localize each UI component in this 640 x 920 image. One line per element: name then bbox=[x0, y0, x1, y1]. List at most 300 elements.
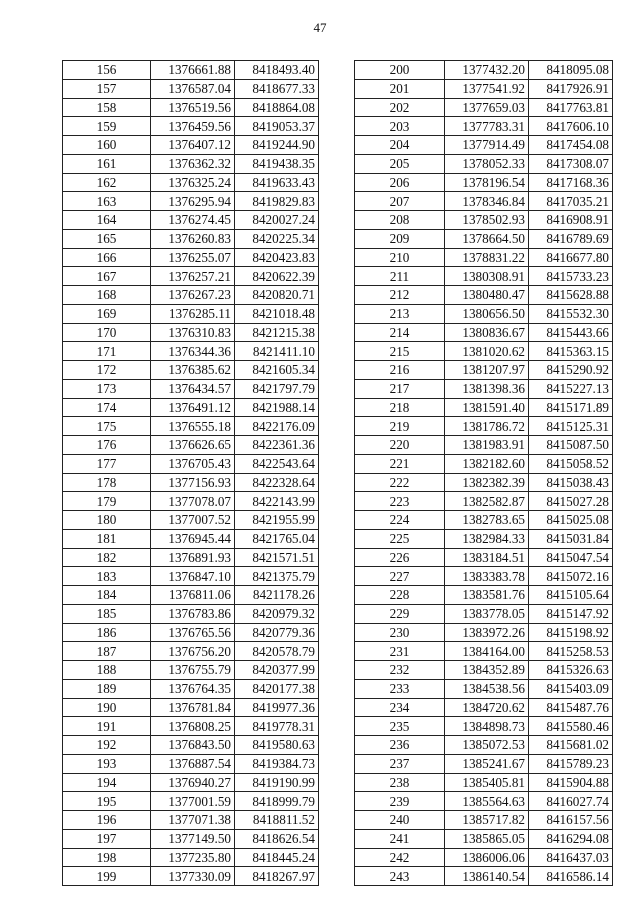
y-coordinate-cell: 8422176.09 bbox=[235, 417, 319, 436]
table-row bbox=[355, 623, 613, 642]
y-coordinate-cell: 8418095.08 bbox=[529, 61, 613, 80]
point-number-cell: 175 bbox=[63, 417, 151, 436]
y-coordinate-cell: 8418445.24 bbox=[235, 848, 319, 867]
point-number-cell: 227 bbox=[355, 567, 445, 586]
table-row bbox=[355, 436, 613, 455]
point-number-cell: 215 bbox=[355, 342, 445, 361]
x-coordinate-cell: 1377432.20 bbox=[445, 61, 529, 80]
table-row bbox=[355, 117, 613, 136]
x-coordinate-cell: 1376295.94 bbox=[151, 192, 235, 211]
x-coordinate-cell: 1380480.47 bbox=[445, 286, 529, 305]
table-row bbox=[355, 867, 613, 886]
y-coordinate-cell: 8415198.92 bbox=[529, 623, 613, 642]
y-coordinate-cell: 8421571.51 bbox=[235, 548, 319, 567]
y-coordinate-cell: 8415027.28 bbox=[529, 492, 613, 511]
y-coordinate-cell: 8416789.69 bbox=[529, 229, 613, 248]
x-coordinate-cell: 1380308.91 bbox=[445, 267, 529, 286]
table-row bbox=[63, 379, 319, 398]
table-row bbox=[63, 361, 319, 380]
point-number-cell: 187 bbox=[63, 642, 151, 661]
x-coordinate-cell: 1376781.84 bbox=[151, 698, 235, 717]
y-coordinate-cell: 8415087.50 bbox=[529, 436, 613, 455]
point-number-cell: 158 bbox=[63, 98, 151, 117]
y-coordinate-cell: 8415125.31 bbox=[529, 417, 613, 436]
point-number-cell: 179 bbox=[63, 492, 151, 511]
point-number-cell: 238 bbox=[355, 773, 445, 792]
point-number-cell: 177 bbox=[63, 454, 151, 473]
point-number-cell: 232 bbox=[355, 661, 445, 680]
coordinate-table-right-body bbox=[355, 61, 613, 886]
point-number-cell: 208 bbox=[355, 211, 445, 230]
point-number-cell: 190 bbox=[63, 698, 151, 717]
table-row bbox=[63, 679, 319, 698]
coordinate-table-right bbox=[354, 60, 613, 886]
table-row bbox=[355, 567, 613, 586]
y-coordinate-cell: 8415025.08 bbox=[529, 511, 613, 530]
x-coordinate-cell: 1377007.52 bbox=[151, 511, 235, 530]
point-number-cell: 191 bbox=[63, 717, 151, 736]
point-number-cell: 185 bbox=[63, 604, 151, 623]
table-row bbox=[355, 454, 613, 473]
table-row bbox=[63, 98, 319, 117]
y-coordinate-cell: 8419580.63 bbox=[235, 736, 319, 755]
table-row bbox=[355, 548, 613, 567]
table-row bbox=[63, 661, 319, 680]
x-coordinate-cell: 1376310.83 bbox=[151, 323, 235, 342]
page-number: 47 bbox=[313, 20, 327, 35]
y-coordinate-cell: 8418677.33 bbox=[235, 79, 319, 98]
point-number-cell: 226 bbox=[355, 548, 445, 567]
y-coordinate-cell: 8420377.99 bbox=[235, 661, 319, 680]
x-coordinate-cell: 1383581.76 bbox=[445, 586, 529, 605]
table-row bbox=[355, 136, 613, 155]
point-number-cell: 203 bbox=[355, 117, 445, 136]
table-row bbox=[63, 529, 319, 548]
table-row bbox=[355, 529, 613, 548]
point-number-cell: 181 bbox=[63, 529, 151, 548]
x-coordinate-cell: 1382382.39 bbox=[445, 473, 529, 492]
x-coordinate-cell: 1376274.45 bbox=[151, 211, 235, 230]
x-coordinate-cell: 1385072.53 bbox=[445, 736, 529, 755]
x-coordinate-cell: 1381020.62 bbox=[445, 342, 529, 361]
table-row bbox=[63, 754, 319, 773]
table-row bbox=[355, 717, 613, 736]
x-coordinate-cell: 1381591.40 bbox=[445, 398, 529, 417]
y-coordinate-cell: 8421375.79 bbox=[235, 567, 319, 586]
y-coordinate-cell: 8417308.07 bbox=[529, 154, 613, 173]
x-coordinate-cell: 1376783.86 bbox=[151, 604, 235, 623]
x-coordinate-cell: 1384164.00 bbox=[445, 642, 529, 661]
table-row bbox=[63, 773, 319, 792]
y-coordinate-cell: 8420820.71 bbox=[235, 286, 319, 305]
point-number-cell: 231 bbox=[355, 642, 445, 661]
x-coordinate-cell: 1376260.83 bbox=[151, 229, 235, 248]
x-coordinate-cell: 1376847.10 bbox=[151, 567, 235, 586]
x-coordinate-cell: 1376940.27 bbox=[151, 773, 235, 792]
y-coordinate-cell: 8416437.03 bbox=[529, 848, 613, 867]
point-number-cell: 169 bbox=[63, 304, 151, 323]
y-coordinate-cell: 8422143.99 bbox=[235, 492, 319, 511]
table-row bbox=[63, 192, 319, 211]
point-number-cell: 235 bbox=[355, 717, 445, 736]
table-row bbox=[355, 736, 613, 755]
x-coordinate-cell: 1385405.81 bbox=[445, 773, 529, 792]
x-coordinate-cell: 1378346.84 bbox=[445, 192, 529, 211]
point-number-cell: 224 bbox=[355, 511, 445, 530]
table-row bbox=[355, 848, 613, 867]
y-coordinate-cell: 8420027.24 bbox=[235, 211, 319, 230]
y-coordinate-cell: 8416027.74 bbox=[529, 792, 613, 811]
y-coordinate-cell: 8415290.92 bbox=[529, 361, 613, 380]
y-coordinate-cell: 8415326.63 bbox=[529, 661, 613, 680]
point-number-cell: 183 bbox=[63, 567, 151, 586]
point-number-cell: 225 bbox=[355, 529, 445, 548]
x-coordinate-cell: 1376626.65 bbox=[151, 436, 235, 455]
x-coordinate-cell: 1376891.93 bbox=[151, 548, 235, 567]
y-coordinate-cell: 8421411.10 bbox=[235, 342, 319, 361]
x-coordinate-cell: 1383383.78 bbox=[445, 567, 529, 586]
point-number-cell: 173 bbox=[63, 379, 151, 398]
y-coordinate-cell: 8421955.99 bbox=[235, 511, 319, 530]
table-row bbox=[63, 61, 319, 80]
table-row bbox=[63, 323, 319, 342]
x-coordinate-cell: 1384720.62 bbox=[445, 698, 529, 717]
point-number-cell: 223 bbox=[355, 492, 445, 511]
y-coordinate-cell: 8415628.88 bbox=[529, 286, 613, 305]
coordinate-table-left-body bbox=[63, 61, 319, 886]
y-coordinate-cell: 8416294.08 bbox=[529, 829, 613, 848]
y-coordinate-cell: 8421605.34 bbox=[235, 361, 319, 380]
point-number-cell: 198 bbox=[63, 848, 151, 867]
y-coordinate-cell: 8420622.39 bbox=[235, 267, 319, 286]
y-coordinate-cell: 8417763.81 bbox=[529, 98, 613, 117]
y-coordinate-cell: 8419384.73 bbox=[235, 754, 319, 773]
point-number-cell: 213 bbox=[355, 304, 445, 323]
table-row bbox=[63, 398, 319, 417]
point-number-cell: 218 bbox=[355, 398, 445, 417]
y-coordinate-cell: 8421178.26 bbox=[235, 586, 319, 605]
point-number-cell: 242 bbox=[355, 848, 445, 867]
y-coordinate-cell: 8418864.08 bbox=[235, 98, 319, 117]
table-row bbox=[355, 604, 613, 623]
y-coordinate-cell: 8415681.02 bbox=[529, 736, 613, 755]
table-row bbox=[63, 548, 319, 567]
x-coordinate-cell: 1381786.72 bbox=[445, 417, 529, 436]
point-number-cell: 157 bbox=[63, 79, 151, 98]
point-number-cell: 160 bbox=[63, 136, 151, 155]
y-coordinate-cell: 8415047.54 bbox=[529, 548, 613, 567]
y-coordinate-cell: 8418811.52 bbox=[235, 811, 319, 830]
y-coordinate-cell: 8421988.14 bbox=[235, 398, 319, 417]
table-row bbox=[355, 379, 613, 398]
x-coordinate-cell: 1376755.79 bbox=[151, 661, 235, 680]
point-number-cell: 159 bbox=[63, 117, 151, 136]
y-coordinate-cell: 8419053.37 bbox=[235, 117, 319, 136]
point-number-cell: 172 bbox=[63, 361, 151, 380]
x-coordinate-cell: 1377235.80 bbox=[151, 848, 235, 867]
point-number-cell: 189 bbox=[63, 679, 151, 698]
table-row bbox=[63, 342, 319, 361]
y-coordinate-cell: 8420779.36 bbox=[235, 623, 319, 642]
table-row bbox=[355, 829, 613, 848]
y-coordinate-cell: 8420979.32 bbox=[235, 604, 319, 623]
y-coordinate-cell: 8418626.54 bbox=[235, 829, 319, 848]
x-coordinate-cell: 1377659.03 bbox=[445, 98, 529, 117]
x-coordinate-cell: 1376385.62 bbox=[151, 361, 235, 380]
x-coordinate-cell: 1376756.20 bbox=[151, 642, 235, 661]
y-coordinate-cell: 8415733.23 bbox=[529, 267, 613, 286]
y-coordinate-cell: 8418999.79 bbox=[235, 792, 319, 811]
table-row bbox=[63, 436, 319, 455]
x-coordinate-cell: 1376407.12 bbox=[151, 136, 235, 155]
point-number-cell: 219 bbox=[355, 417, 445, 436]
x-coordinate-cell: 1377001.59 bbox=[151, 792, 235, 811]
point-number-cell: 216 bbox=[355, 361, 445, 380]
table-row bbox=[355, 586, 613, 605]
table-row bbox=[355, 154, 613, 173]
x-coordinate-cell: 1377156.93 bbox=[151, 473, 235, 492]
point-number-cell: 236 bbox=[355, 736, 445, 755]
point-number-cell: 211 bbox=[355, 267, 445, 286]
point-number-cell: 166 bbox=[63, 248, 151, 267]
x-coordinate-cell: 1376764.35 bbox=[151, 679, 235, 698]
point-number-cell: 186 bbox=[63, 623, 151, 642]
x-coordinate-cell: 1376267.23 bbox=[151, 286, 235, 305]
x-coordinate-cell: 1380656.50 bbox=[445, 304, 529, 323]
table-row bbox=[355, 511, 613, 530]
x-coordinate-cell: 1378502.93 bbox=[445, 211, 529, 230]
y-coordinate-cell: 8422361.36 bbox=[235, 436, 319, 455]
table-row bbox=[63, 848, 319, 867]
point-number-cell: 162 bbox=[63, 173, 151, 192]
y-coordinate-cell: 8420225.34 bbox=[235, 229, 319, 248]
x-coordinate-cell: 1376811.06 bbox=[151, 586, 235, 605]
y-coordinate-cell: 8415147.92 bbox=[529, 604, 613, 623]
x-coordinate-cell: 1386140.54 bbox=[445, 867, 529, 886]
table-row bbox=[355, 811, 613, 830]
y-coordinate-cell: 8415105.64 bbox=[529, 586, 613, 605]
point-number-cell: 161 bbox=[63, 154, 151, 173]
table-row bbox=[355, 98, 613, 117]
y-coordinate-cell: 8415532.30 bbox=[529, 304, 613, 323]
point-number-cell: 207 bbox=[355, 192, 445, 211]
x-coordinate-cell: 1376765.56 bbox=[151, 623, 235, 642]
table-row bbox=[63, 623, 319, 642]
x-coordinate-cell: 1383778.05 bbox=[445, 604, 529, 623]
x-coordinate-cell: 1380836.67 bbox=[445, 323, 529, 342]
y-coordinate-cell: 8417035.21 bbox=[529, 192, 613, 211]
x-coordinate-cell: 1376555.18 bbox=[151, 417, 235, 436]
y-coordinate-cell: 8418267.97 bbox=[235, 867, 319, 886]
point-number-cell: 195 bbox=[63, 792, 151, 811]
x-coordinate-cell: 1377071.38 bbox=[151, 811, 235, 830]
table-row bbox=[355, 773, 613, 792]
point-number-cell: 163 bbox=[63, 192, 151, 211]
y-coordinate-cell: 8419190.99 bbox=[235, 773, 319, 792]
point-number-cell: 170 bbox=[63, 323, 151, 342]
y-coordinate-cell: 8418493.40 bbox=[235, 61, 319, 80]
y-coordinate-cell: 8420423.83 bbox=[235, 248, 319, 267]
point-number-cell: 241 bbox=[355, 829, 445, 848]
point-number-cell: 209 bbox=[355, 229, 445, 248]
x-coordinate-cell: 1386006.06 bbox=[445, 848, 529, 867]
table-row bbox=[63, 267, 319, 286]
point-number-cell: 174 bbox=[63, 398, 151, 417]
x-coordinate-cell: 1376808.25 bbox=[151, 717, 235, 736]
table-row bbox=[63, 642, 319, 661]
coordinate-table-left bbox=[62, 60, 319, 886]
y-coordinate-cell: 8419977.36 bbox=[235, 698, 319, 717]
x-coordinate-cell: 1381398.36 bbox=[445, 379, 529, 398]
y-coordinate-cell: 8415789.23 bbox=[529, 754, 613, 773]
table-row bbox=[63, 586, 319, 605]
x-coordinate-cell: 1376255.07 bbox=[151, 248, 235, 267]
point-number-cell: 233 bbox=[355, 679, 445, 698]
x-coordinate-cell: 1376661.88 bbox=[151, 61, 235, 80]
table-row bbox=[355, 323, 613, 342]
table-row bbox=[63, 604, 319, 623]
table-row bbox=[63, 698, 319, 717]
point-number-cell: 193 bbox=[63, 754, 151, 773]
point-number-cell: 199 bbox=[63, 867, 151, 886]
point-number-cell: 212 bbox=[355, 286, 445, 305]
table-row bbox=[355, 492, 613, 511]
y-coordinate-cell: 8417606.10 bbox=[529, 117, 613, 136]
x-coordinate-cell: 1382582.87 bbox=[445, 492, 529, 511]
point-number-cell: 206 bbox=[355, 173, 445, 192]
x-coordinate-cell: 1377078.07 bbox=[151, 492, 235, 511]
y-coordinate-cell: 8416908.91 bbox=[529, 211, 613, 230]
table-row bbox=[355, 61, 613, 80]
x-coordinate-cell: 1376705.43 bbox=[151, 454, 235, 473]
point-number-cell: 229 bbox=[355, 604, 445, 623]
point-number-cell: 164 bbox=[63, 211, 151, 230]
x-coordinate-cell: 1376491.12 bbox=[151, 398, 235, 417]
point-number-cell: 192 bbox=[63, 736, 151, 755]
x-coordinate-cell: 1376285.11 bbox=[151, 304, 235, 323]
y-coordinate-cell: 8415258.53 bbox=[529, 642, 613, 661]
x-coordinate-cell: 1378664.50 bbox=[445, 229, 529, 248]
y-coordinate-cell: 8415580.46 bbox=[529, 717, 613, 736]
x-coordinate-cell: 1382783.65 bbox=[445, 511, 529, 530]
table-row bbox=[63, 717, 319, 736]
x-coordinate-cell: 1381207.97 bbox=[445, 361, 529, 380]
x-coordinate-cell: 1385241.67 bbox=[445, 754, 529, 773]
point-number-cell: 243 bbox=[355, 867, 445, 886]
point-number-cell: 240 bbox=[355, 811, 445, 830]
y-coordinate-cell: 8415363.15 bbox=[529, 342, 613, 361]
x-coordinate-cell: 1382182.60 bbox=[445, 454, 529, 473]
table-row bbox=[63, 286, 319, 305]
y-coordinate-cell: 8415038.43 bbox=[529, 473, 613, 492]
x-coordinate-cell: 1381983.91 bbox=[445, 436, 529, 455]
y-coordinate-cell: 8415171.89 bbox=[529, 398, 613, 417]
table-row bbox=[355, 679, 613, 698]
point-number-cell: 180 bbox=[63, 511, 151, 530]
x-coordinate-cell: 1384352.89 bbox=[445, 661, 529, 680]
y-coordinate-cell: 8419829.83 bbox=[235, 192, 319, 211]
point-number-cell: 222 bbox=[355, 473, 445, 492]
x-coordinate-cell: 1385865.05 bbox=[445, 829, 529, 848]
y-coordinate-cell: 8415443.66 bbox=[529, 323, 613, 342]
point-number-cell: 156 bbox=[63, 61, 151, 80]
point-number-cell: 188 bbox=[63, 661, 151, 680]
y-coordinate-cell: 8419244.90 bbox=[235, 136, 319, 155]
table-row bbox=[63, 454, 319, 473]
y-coordinate-cell: 8416677.80 bbox=[529, 248, 613, 267]
x-coordinate-cell: 1376587.04 bbox=[151, 79, 235, 98]
table-row bbox=[355, 248, 613, 267]
y-coordinate-cell: 8421797.79 bbox=[235, 379, 319, 398]
point-number-cell: 168 bbox=[63, 286, 151, 305]
table-row bbox=[355, 342, 613, 361]
point-number-cell: 201 bbox=[355, 79, 445, 98]
point-number-cell: 167 bbox=[63, 267, 151, 286]
y-coordinate-cell: 8415058.52 bbox=[529, 454, 613, 473]
x-coordinate-cell: 1384898.73 bbox=[445, 717, 529, 736]
x-coordinate-cell: 1377783.31 bbox=[445, 117, 529, 136]
table-row bbox=[63, 173, 319, 192]
point-number-cell: 202 bbox=[355, 98, 445, 117]
y-coordinate-cell: 8421018.48 bbox=[235, 304, 319, 323]
x-coordinate-cell: 1376325.24 bbox=[151, 173, 235, 192]
point-number-cell: 182 bbox=[63, 548, 151, 567]
table-row bbox=[355, 642, 613, 661]
y-coordinate-cell: 8419633.43 bbox=[235, 173, 319, 192]
table-row bbox=[63, 492, 319, 511]
table-row bbox=[355, 173, 613, 192]
table-row bbox=[355, 229, 613, 248]
table-row bbox=[63, 211, 319, 230]
table-row bbox=[63, 811, 319, 830]
point-number-cell: 171 bbox=[63, 342, 151, 361]
y-coordinate-cell: 8415031.84 bbox=[529, 529, 613, 548]
y-coordinate-cell: 8415227.13 bbox=[529, 379, 613, 398]
y-coordinate-cell: 8417454.08 bbox=[529, 136, 613, 155]
x-coordinate-cell: 1376519.56 bbox=[151, 98, 235, 117]
point-number-cell: 184 bbox=[63, 586, 151, 605]
table-row bbox=[355, 417, 613, 436]
x-coordinate-cell: 1383184.51 bbox=[445, 548, 529, 567]
table-row bbox=[355, 473, 613, 492]
point-number-cell: 165 bbox=[63, 229, 151, 248]
y-coordinate-cell: 8415403.09 bbox=[529, 679, 613, 698]
table-row bbox=[63, 792, 319, 811]
x-coordinate-cell: 1377541.92 bbox=[445, 79, 529, 98]
table-row bbox=[63, 136, 319, 155]
y-coordinate-cell: 8420177.38 bbox=[235, 679, 319, 698]
x-coordinate-cell: 1376344.36 bbox=[151, 342, 235, 361]
y-coordinate-cell: 8419438.35 bbox=[235, 154, 319, 173]
table-row bbox=[355, 192, 613, 211]
table-row bbox=[355, 79, 613, 98]
y-coordinate-cell: 8417926.91 bbox=[529, 79, 613, 98]
y-coordinate-cell: 8415487.76 bbox=[529, 698, 613, 717]
point-number-cell: 221 bbox=[355, 454, 445, 473]
table-row bbox=[63, 567, 319, 586]
x-coordinate-cell: 1384538.56 bbox=[445, 679, 529, 698]
x-coordinate-cell: 1376945.44 bbox=[151, 529, 235, 548]
y-coordinate-cell: 8421765.04 bbox=[235, 529, 319, 548]
table-row bbox=[63, 79, 319, 98]
x-coordinate-cell: 1376362.32 bbox=[151, 154, 235, 173]
table-row bbox=[63, 511, 319, 530]
x-coordinate-cell: 1376887.54 bbox=[151, 754, 235, 773]
x-coordinate-cell: 1378052.33 bbox=[445, 154, 529, 173]
point-number-cell: 176 bbox=[63, 436, 151, 455]
x-coordinate-cell: 1385717.82 bbox=[445, 811, 529, 830]
y-coordinate-cell: 8416586.14 bbox=[529, 867, 613, 886]
